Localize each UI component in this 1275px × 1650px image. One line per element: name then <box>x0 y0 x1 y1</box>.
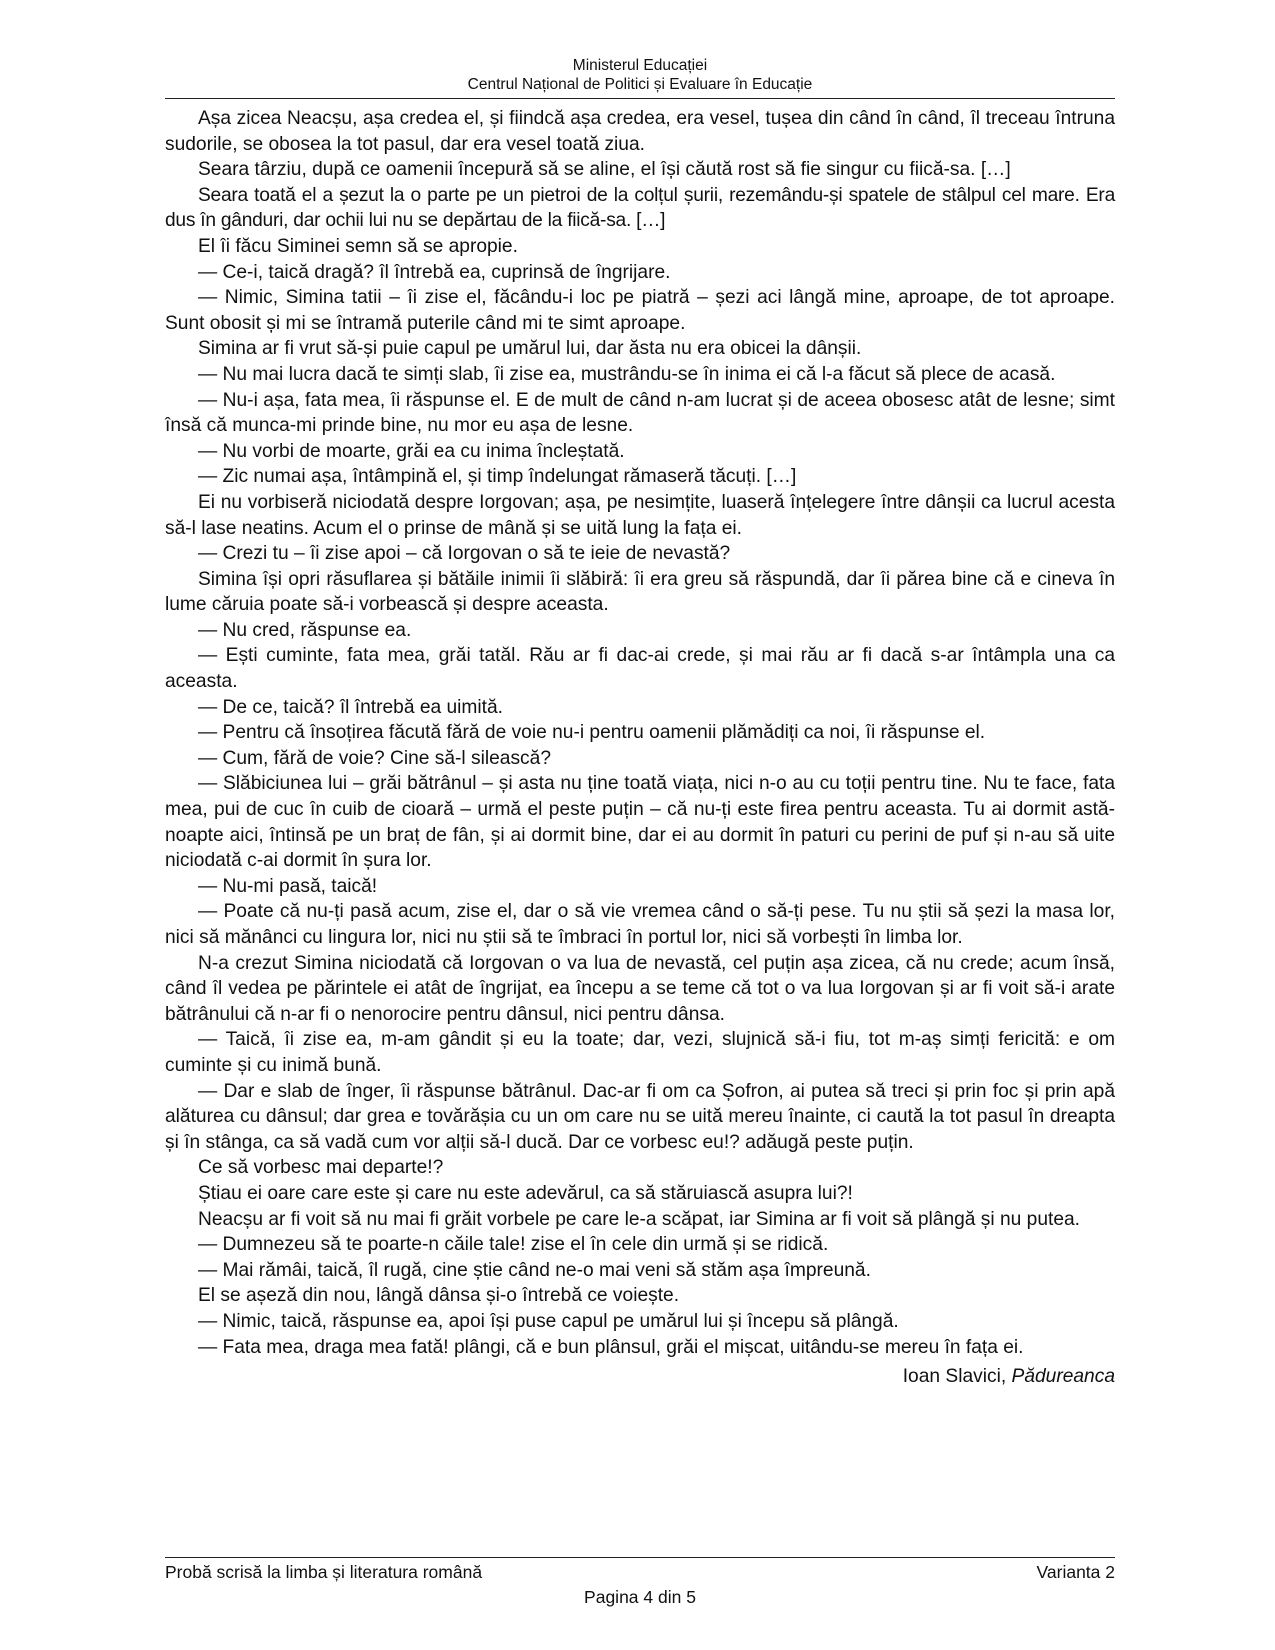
paragraph: Neacșu ar fi voit să nu mai fi grăit vorbele pe care le-a scăpat, iar Simina ar fi voit să plângă și nu putea. <box>198 1208 1080 1230</box>
paragraph: Așa zicea Neacșu, așa credea el, și fiindcă așa credea, era vesel, tușea din când în când, îl treceau întruna sudorile, se obosea la tot pasul, dar era vesel toată ziua. <box>165 108 1115 155</box>
author-name: Ioan Slavici, <box>902 1366 1007 1388</box>
paragraph: — Ești cuminte, fata mea, grăi tatăl. Rău ar fi dac-ai crede, și mai rău ar fi dacă s-ar întâmpla una ca aceasta. <box>165 645 1115 693</box>
ministry-name: Ministerul Educației <box>572 57 708 74</box>
page-header <box>165 56 1115 94</box>
paragraph: — Poate că nu-ți pasă acum, zise el, dar o să vie vremea când o să-ți pese. Tu nu știi să șezi la masa lor, nici să mănânci cu lingura lor, nici nu știi să te îmbraci în portul lor, nici să vorbești în limba lor. <box>165 901 1115 948</box>
paragraph: Știau ei oare care este și care nu este adevărul, ca să stăruiască asupra lui?! <box>198 1182 853 1204</box>
paragraph: — Taică, îi zise ea, m-am gândit și eu la toate; dar, vezi, slujnică să-i fiu, tot m-aș simți fericită: e om cuminte și cu inimă bună. <box>165 1029 1115 1076</box>
paragraph: — Ce-i, taică dragă? îl întrebă ea, cuprinsă de îngrijare. <box>198 261 671 283</box>
header-divider <box>165 98 1115 99</box>
paragraph: — Nu mai lucra dacă te simți slab, îi zise ea, mustrându-se în inima ei că l-a făcut să plece de acasă. <box>198 363 1056 385</box>
paragraph: Ei nu vorbiseră niciodată despre Iorgovan; așa, pe nesimțite, luaseră înțelegere între dânșii ca lucrul acesta să-l lase neatins. Acum el o prinse de mână și se uită lung la fața ei. <box>165 491 1115 539</box>
paragraph: — Pentru că însoțirea făcută fără de voie nu-i pentru oamenii plămădiți ca noi, îi răspunse el. <box>198 722 986 744</box>
paragraph: — Nu cred, răspunse ea. <box>198 619 412 641</box>
paragraph: — Fata mea, draga mea fată! plângi, că e bun plânsul, grăi el mișcat, uitându-se mereu în fața ei. <box>198 1336 1024 1358</box>
paragraph: — Nimic, Simina tatii – îi zise el, făcându-i loc pe piatră – șezi aci lângă mine, aproape, de tot aproape. Sunt obosit și mi se întramă puterile când mi te simt aproape. <box>165 287 1115 334</box>
paragraph: Seara toată el a șezut la o parte pe un pietroi de la colțul șurii, rezemându-și spatele de stâlpul cel mare. Era dus în gânduri, dar ochii lui nu se depărtau de la fiică-sa. […] <box>165 184 1115 232</box>
paragraph: — Zic numai așa, întâmpină el, și timp îndelungat rămaseră tăcuți. […] <box>198 466 797 488</box>
text-body <box>165 106 1115 1390</box>
paragraph: — Slăbiciunea lui – grăi bătrânul – și asta nu ține toată viața, nici n-o au cu toții pentru tine. Nu te face, fata mea, pui de cuc în cuib de cioară – urmă el peste puțin – că nu-ți este firea pentru aceasta. Tu ai dormit astă-noapte aici, întinsă pe un braț de fân, și ai dormit bine, dar ei au dormit în paturi cu perini de puf și n-au să uite niciodată c-ai dormit în șura lor. <box>165 773 1115 872</box>
paragraph: — Nu-i așa, fata mea, îi răspunse el. E de mult de când n-am lucrat și de aceea obosesc atât de lesne; simt însă că munca-mi prinde bine, nu mor eu așa de lesne. <box>165 389 1115 437</box>
paragraph: Seara târziu, după ce oamenii începură să se aline, el își căută rost să fie singur cu fiică-sa. […] <box>198 159 1011 181</box>
variant-label: Varianta 2 <box>1036 1562 1115 1582</box>
paragraph: — Nimic, taică, răspunse ea, apoi își puse capul pe umărul lui și începu să plângă. <box>198 1310 899 1332</box>
page-number: Pagina 4 din 5 <box>584 1587 696 1607</box>
attribution <box>165 1364 1115 1390</box>
paragraph: — Dumnezeu să te poarte-n căile tale! zise el în cele din urmă și se ridică. <box>198 1234 829 1256</box>
paragraph: — Dar e slab de înger, îi răspunse bătrânul. Dac-ar fi om ca Șofron, ai putea să treci și prin foc și prin apă alăturea cu dânsul; dar grea e tovărășia cu un om care nu se uită mereu înainte, ci caută la tot pasul în dreapta și în stânga, ca să vadă cum vor alții să-l ducă. Dar ce vorbesc eu!? adăugă peste puțin. <box>165 1080 1115 1153</box>
footer-divider <box>165 1557 1115 1558</box>
paragraph: Simina ar fi vrut să-și puie capul pe umărul lui, dar ăsta nu era obicei la dânșii. <box>198 338 862 360</box>
paragraph: El îi făcu Siminei semn să se apropie. <box>198 235 518 257</box>
work-title: Pădureanca <box>1011 1366 1115 1388</box>
paragraph: — De ce, taică? îl întrebă ea uimită. <box>198 696 504 718</box>
paragraph: Ce să vorbesc mai departe!? <box>198 1157 444 1179</box>
paragraph: — Nu-mi pasă, taică! <box>198 875 378 897</box>
paragraph: Simina își opri răsuflarea și bătăile inimii îi slăbiră: îi era greu să răspundă, dar îi părea bine că e cineva în lume căruia poate să-i vorbească și despre aceasta. <box>165 568 1115 616</box>
center-name: Centrul Național de Politici și Evaluare în Educație <box>467 76 813 93</box>
paragraph: — Cum, fără de voie? Cine să-l silească? <box>198 747 551 769</box>
paragraph: — Crezi tu – îi zise apoi – că Iorgovan o să te ieie de nevastă? <box>198 543 731 565</box>
paragraph: El se așeză din nou, lângă dânsa și-o întrebă ce voiește. <box>198 1285 680 1307</box>
exam-name: Probă scrisă la limba și literatura română <box>165 1562 483 1582</box>
paragraph: — Nu vorbi de moarte, grăi ea cu inima încleștată. <box>198 440 625 462</box>
paragraph: — Mai rămâi, taică, îl rugă, cine știe când ne-o mai veni să stăm așa împreună. <box>198 1259 871 1281</box>
paragraph: N-a crezut Simina niciodată că Iorgovan o va lua de nevastă, cel puțin așa zicea, că nu crede; acum însă, când îl vedea pe părintele ei atât de îngrijat, ea începu a se teme că tot o va lua Iorgovan și ar fi voit să-i arate bătrânului că n-ar fi o nenorocire pentru dânsul, nici pentru dânsa. <box>165 952 1115 1025</box>
